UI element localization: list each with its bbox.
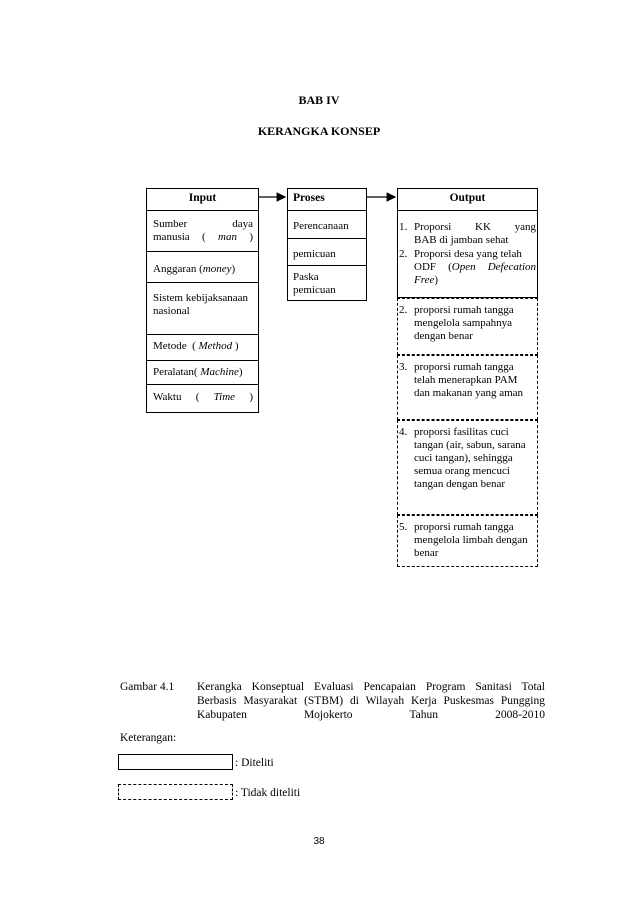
input-item-policy: Sistem kebijaksanaan nasional (153, 292, 249, 317)
input-item-method-italic: Method (198, 340, 233, 352)
output-unstudied-item-5-text: proporsi rumah tangga mengelola limbah dengan benar (414, 521, 528, 559)
page-number: 38 (313, 836, 325, 847)
input-item-time-italic: Time (213, 391, 236, 403)
process-header: Proses (293, 192, 325, 204)
input-item-time: Waktu ( Time ) (153, 391, 253, 403)
figure-caption: Kerangka Konseptual Evaluasi Pencapaian Program Sanitasi Total Berbasis Masyarakat (STBM) di Wilayah Kerja Puskesmas Pungging Kabupaten Mojokerto Tahun 2008-2010 (197, 681, 545, 721)
output-unstudied-item-3-text: proporsi rumah tangga telah menerapkan PAM dan makanan yang aman (414, 361, 524, 399)
legend-solid-swatch (118, 754, 233, 770)
input-item-machine: Peralatan( Machine) (153, 366, 243, 378)
section-title: KERANGKA KONSEP (257, 124, 381, 138)
figure-label: Gambar 4.1 (120, 681, 175, 693)
output-unstudied-item-4-text: proporsi fasilitas cuci tangan (air, sabun, sarana cuci tangan), sehingga semua orang mencuci tangan dengan benar (414, 426, 526, 490)
output-item-1: 1. Proporsi KK yang BAB di jamban sehat (399, 221, 536, 246)
output-item-1-number: 1. (399, 221, 408, 233)
chapter-heading: BAB IV (298, 93, 340, 107)
output-item-2: 2. Proporsi desa yang telah ODF (Open Defecation Free) (399, 248, 536, 286)
input-header: Input (188, 192, 217, 204)
output-header: Output (449, 192, 486, 204)
legend-title: Keterangan: (120, 732, 177, 744)
output-unstudied-item-2-number: 2. (399, 304, 408, 316)
process-item-post-triggering: Paska pemicuan (293, 271, 336, 296)
process-item-triggering: pemicuan (293, 248, 336, 260)
legend-solid-label: : Diteliti (235, 757, 274, 769)
legend-dashed-swatch (118, 784, 233, 800)
input-item-method: Metode ( Method ) (153, 340, 239, 352)
input-item-money-italic: money (202, 263, 232, 275)
output-unstudied-item-5-number: 5. (399, 521, 408, 533)
input-item-money: Anggaran (money) (153, 263, 236, 275)
output-unstudied-item-4-number: 4. (399, 426, 408, 438)
process-item-planning: Perencanaan (293, 220, 349, 232)
legend-dashed-label: : Tidak diteliti (235, 787, 301, 799)
output-item-2-number: 2. (399, 248, 408, 260)
input-item-machine-italic: Machine (200, 366, 239, 378)
input-item-manpower: Sumber daya manusia ( man ) (153, 218, 253, 243)
input-item-manpower-italic: man (218, 231, 237, 243)
output-unstudied-item-3-number: 3. (399, 361, 408, 373)
output-unstudied-item-2-text: proporsi rumah tangga mengelola sampahnya dengan benar (414, 304, 514, 342)
